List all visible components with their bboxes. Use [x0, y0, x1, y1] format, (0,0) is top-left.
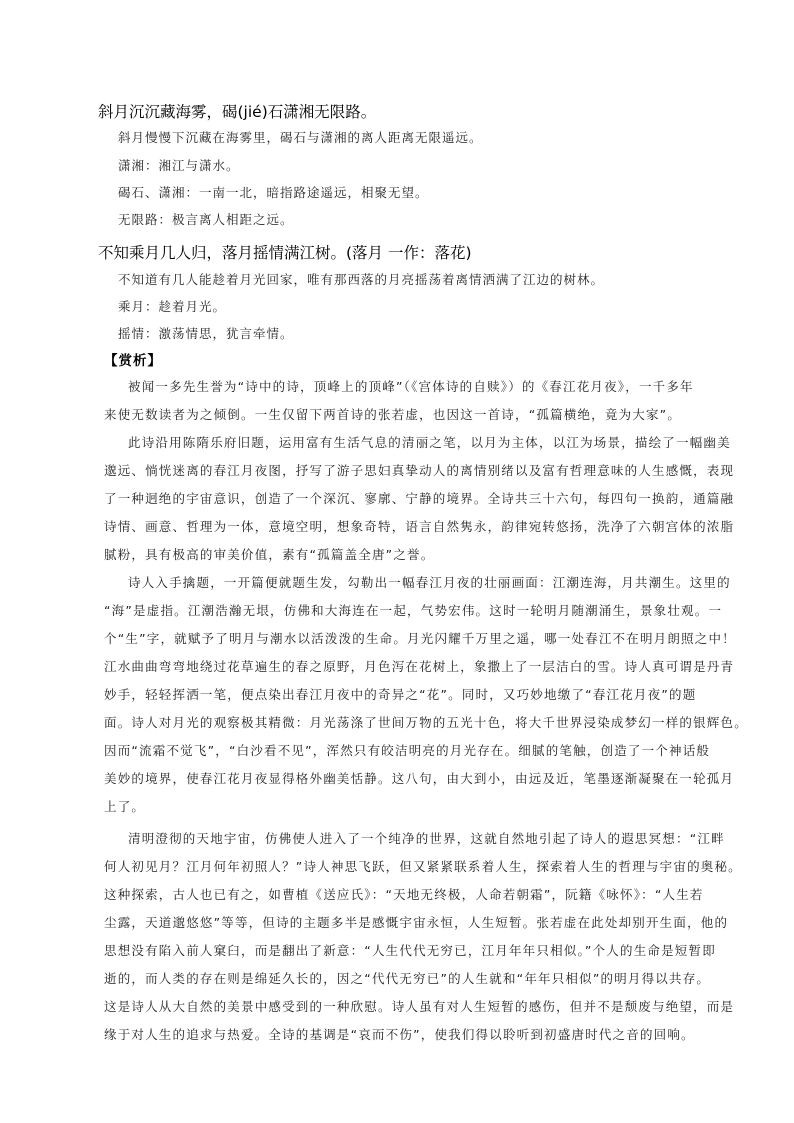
verse-2-note-2: 乘月：趁着月光。 — [118, 299, 227, 314]
paragraph-3-line-2: “海”是虚指。江潮浩瀚无垠，仿佛和大海连在一起，气势宏伟。这时一轮明月随潮涌生，景象壮观。一 — [104, 603, 723, 618]
paragraph-4-line-7: 这是诗人从大自然的美景中感受到的一种欣慰。诗人虽有对人生短暂的感伤，但并不是颓废与绝望，而是 — [104, 999, 735, 1014]
paragraph-4-line-6: 逝的，而人类的存在则是绵延久长的，因之“代代无穷已”的人生就和“年年只相似”的明月得以共存。 — [104, 971, 711, 986]
paragraph-3-line-1: 诗人入手擒题，一开篇便就题生发，勾勒出一幅春江月夜的壮丽画面：江潮连海，月共潮生。这里的 — [128, 575, 731, 590]
paragraph-2-line-3: 了一种迥绝的宇宙意识，创造了一个深沉、寥廓、宁静的境界。全诗共三十六句，每四句一换韵，通篇融 — [104, 491, 735, 506]
paragraph-1-line-2: 来使无数读者为之倾倒。一生仅留下两首诗的张若虚，也因这一首诗，“孤篇横绝，竟为大家”。 — [104, 407, 682, 422]
paragraph-2-line-2: 邈远、惝恍迷离的春江月夜图，抒写了游子思妇真挚动人的离情别绪以及富有哲理意味的人生感慨，表现 — [104, 463, 735, 478]
verse-1-note-3: 碣石、潇湘：一南一北，暗指路途遥远，相聚无望。 — [118, 185, 429, 200]
paragraph-3-line-4: 江水曲曲弯弯地绕过花草遍生的春之原野，月色泻在花树上，象撒上了一层洁白的雪。诗人真可谓是丹青 — [104, 659, 735, 674]
verse-1-note-1: 斜月慢慢下沉藏在海雾里，碣石与潇湘的离人距离无限遥远。 — [118, 130, 483, 145]
paragraph-4-line-3: 这种探索，古人也已有之，如曹植《送应氏》：“天地无终极，人命若朝霜”，阮籍《咏怀》：“人生若 — [104, 887, 704, 902]
paragraph-2-line-1: 此诗沿用陈隋乐府旧题，运用富有生活气息的清丽之笔，以月为主体，以江为场景，描绘了一幅幽美 — [128, 435, 731, 450]
paragraph-3-line-3: 个“生”字，就赋予了明月与潮水以活泼泼的生命。月光闪耀千万里之遥，哪一处春江不在明月朗照之中！ — [104, 631, 736, 646]
paragraph-3-line-5: 妙手，轻轻挥洒一笔，便点染出春江月夜中的奇异之“花”。同时，又巧妙地缴了“春江花月夜”的题 — [104, 687, 697, 702]
paragraph-3-line-7: 因而“流霜不觉飞”，“白沙看不见”，浑然只有皎洁明亮的月光存在。细腻的笔触，创造了一个神话般 — [104, 743, 711, 758]
paragraph-3-line-6: 面。诗人对月光的观察极其精微：月光荡涤了世间万物的五光十色，将大千世界浸染成梦幻一样的银辉色。 — [104, 715, 748, 730]
paragraph-3-line-9: 上了。 — [104, 799, 146, 814]
verse-2-note-1: 不知道有几人能趁着月光回家，唯有那西落的月亮摇荡着离情洒满了江边的树林。 — [118, 272, 605, 287]
paragraph-4-line-4: 尘露，天道邈悠悠”等等，但诗的主题多半是感慨宇宙永恒，人生短暂。张若虚在此处却别开生面，他的 — [104, 915, 729, 930]
paragraph-4-line-1: 清明澄彻的天地宇宙，仿佛使人进入了一个纯净的世界，这就自然地引起了诗人的遐思冥想：“江畔 — [128, 831, 725, 846]
paragraph-4-line-5: 思想没有陷入前人窠臼，而是翻出了新意：“人生代代无穷已，江月年年只相似。”个人的生命是短暂即 — [104, 943, 716, 958]
paragraph-3-line-8: 美妙的境界，使春江花月夜显得格外幽美恬静。这八句，由大到小，由远及近，笔墨逐渐凝聚在一轮孤月 — [104, 771, 735, 786]
paragraph-2-line-4: 诗情、画意、哲理为一体，意境空明，想象奇特，语言自然隽永，韵律宛转悠扬，洗净了六朝宫体的浓脂 — [104, 519, 735, 534]
verse-2-note-3: 摇情：激荡情思，犹言牵情。 — [118, 326, 294, 341]
verse-line-2: 不知乘月几人归，落月摇情满江树。(落月 一作：落花) — [98, 244, 472, 262]
verse-line-1: 斜月沉沉藏海雾，碣(jié)石潇湘无限路。 — [98, 103, 377, 121]
paragraph-2-line-5: 腻粉，具有极高的审美价值，素有“孤篇盖全唐”之誉。 — [104, 547, 435, 562]
verse-1-note-4: 无限路：极言离人相距之远。 — [118, 212, 294, 227]
paragraph-4-line-8: 缘于对人生的追求与热爱。全诗的基调是“哀而不伤”，使我们得以聆听到初盛唐时代之音的回响。 — [104, 1027, 695, 1042]
paragraph-4-line-2: 何人初见月？江月何年初照人？”诗人神思飞跃，但又紧紧联系着人生，探索着人生的哲理与宇宙的奥秘。 — [104, 859, 742, 874]
paragraph-1-line-1: 被闻一多先生誉为“诗中的诗，顶峰上的顶峰”（《宫体诗的自赎》）的《春江花月夜》，一千多年 — [128, 379, 694, 394]
verse-1-note-2: 潇湘：湘江与潇水。 — [118, 158, 240, 173]
appreciation-heading: 【赏析】 — [104, 353, 162, 369]
